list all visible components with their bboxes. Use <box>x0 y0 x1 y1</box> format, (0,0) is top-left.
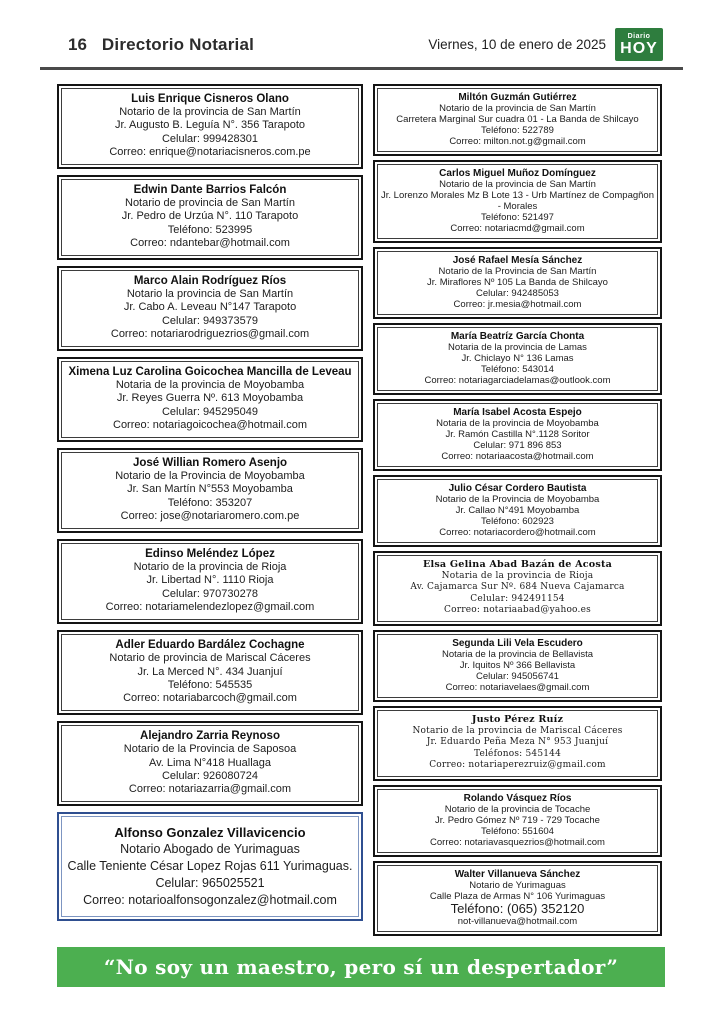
notary-line: Correo: notarioalfonsogonzalez@hotmail.com <box>83 893 337 908</box>
notary-card <box>373 160 662 243</box>
notary-line: Correo: jose@notariaromero.com.pe <box>120 509 300 522</box>
notary-line: Celular: 999428301 <box>161 132 259 145</box>
notary-name: Walter Villanueva Sánchez <box>454 868 581 880</box>
notary-name: José Rafael Mesía Sánchez <box>452 255 583 266</box>
page-header <box>57 28 665 61</box>
notary-card <box>373 551 662 626</box>
notary-line: Correo: notariaacosta@hotmail.com <box>441 451 594 462</box>
notary-line: Teléfono: (065) 352120 <box>450 900 585 916</box>
notary-line: Correo: notariazarria@gmail.com <box>128 782 292 795</box>
notary-name: María Isabel Acosta Espejo <box>453 407 582 418</box>
notary-line: Teléfono: 522789 <box>481 125 554 136</box>
notary-name: Elsa Gelina Abad Bazán de Acosta <box>422 559 613 570</box>
notary-card-inner <box>377 479 658 543</box>
notary-line: Correo: notariabarcoch@gmail.com <box>123 691 297 704</box>
notary-card <box>373 399 662 471</box>
notary-line: Jr. San Martín N°553 Moyobamba <box>127 483 293 496</box>
notary-line: Celular: 945295049 <box>161 405 259 418</box>
notary-line: Notaria de la provincia de Bellavista <box>441 648 594 660</box>
notary-card-inner <box>61 634 359 711</box>
notary-line: Notario de la provincia de San Martín <box>439 103 596 114</box>
notary-line: Jr. Ramón Castilla N°.1128 Soritor <box>445 429 590 440</box>
notary-line: Jr. Libertad N°. 1110 Rioja <box>146 574 274 587</box>
notary-name: Alfonso Gonzalez Villavicencio <box>114 825 306 841</box>
notary-line: Notario de la provincia de Rioja <box>133 561 287 574</box>
notary-line: Av. Lima N°418 Huallaga <box>148 756 271 769</box>
notary-name: Edwin Dante Barrios Falcón <box>133 184 287 197</box>
directory-columns <box>57 84 665 940</box>
notary-card-inner <box>61 452 359 529</box>
notary-name: Justo Pérez Ruíz <box>471 713 564 725</box>
notary-line: Celular: 942485053 <box>476 288 559 299</box>
notary-line: Teléfonos: 545144 <box>473 748 562 759</box>
notary-line: Jr. Iquitos Nº 366 Bellavista <box>459 659 576 671</box>
notary-line: Jr. Eduardo Peña Meza N° 953 Juanjuí <box>426 737 609 748</box>
notary-line: Calle Teniente César Lopez Rojas 611 Yurimaguas. <box>67 859 353 874</box>
notary-name: Julio César Cordero Bautista <box>448 483 587 494</box>
notary-card-inner <box>377 634 658 698</box>
notary-card <box>57 721 363 806</box>
page-title: Directorio Notarial <box>101 34 255 54</box>
notary-card <box>57 539 363 624</box>
directory-column-right <box>373 84 662 940</box>
notary-line: Correo: jr.mesia@hotmail.com <box>453 299 582 310</box>
notary-line: Jr. Pedro de Urzúa N°. 110 Tarapoto <box>121 210 299 223</box>
header-date: Viernes, 10 de enero de 2025 <box>428 37 606 52</box>
notary-card <box>373 323 662 395</box>
notary-line: Jr. Cabo A. Leveau N°147 Tarapoto <box>123 301 297 314</box>
notary-line: Celular: 970730278 <box>161 587 259 600</box>
notary-line: Notario de la provincia de San Martín <box>119 106 301 119</box>
notary-card <box>57 357 363 442</box>
notary-line: Jr. Callao N°491 Moyobamba <box>455 505 580 516</box>
notary-card <box>373 247 662 319</box>
notary-line: Notario de provincia de San Martín <box>125 197 295 210</box>
notary-line: Jr. Miraflores Nº 105 La Banda de Shilcayo <box>427 277 608 288</box>
notary-card <box>373 785 662 857</box>
notary-line: Notario de la provincia de Tocache <box>444 803 591 815</box>
notary-name: Carlos Miguel Muñoz Domínguez <box>439 168 596 179</box>
notary-line: Teléfono: 545535 <box>167 678 253 691</box>
notary-line: Notaria de la provincia de Moyobamba <box>436 418 599 429</box>
notary-line: Notario de la provincia de Mariscal Cáceres <box>412 725 623 736</box>
notary-card-inner <box>377 555 658 622</box>
notary-line: Teléfono: 353207 <box>167 496 253 509</box>
notary-line: Celular: 945056741 <box>476 670 559 682</box>
notary-line: Correo: notariavelaes@gmail.com <box>445 681 590 693</box>
notary-line: Notario de la Provincia de Saposoa <box>123 743 297 756</box>
notary-line: Jr. Augusto B. Leguía N°. 356 Tarapoto <box>114 119 306 132</box>
notary-name: Marco Alain Rodríguez Ríos <box>133 275 287 288</box>
notary-line: Notario la provincia de San Martín <box>126 288 294 301</box>
notary-line: Jr. Reyes Guerra Nº. 613 Moyobamba <box>116 392 304 405</box>
notary-line: Teléfono: 521497 <box>481 212 554 223</box>
notary-line: Notario de Yurimaguas <box>469 879 566 891</box>
notary-name: Luis Enrique Cisneros Olano <box>131 93 289 105</box>
notary-card <box>57 630 363 715</box>
notary-name: Edinso Meléndez López <box>145 548 275 561</box>
notary-name: Miltón Guzmán Gutiérrez <box>458 92 577 103</box>
notary-name: Alejandro Zarria Reynoso <box>140 730 280 743</box>
logo-top-text: Diario <box>627 32 651 40</box>
notary-card-inner <box>61 88 359 165</box>
notary-line: Calle Plaza de Armas N° 106 Yurimaguas <box>429 890 606 902</box>
notary-card <box>57 175 363 260</box>
notary-line: Correo: notariarodriguezrios@gmail.com <box>110 327 310 340</box>
notary-card-inner <box>377 88 658 152</box>
notary-card-inner <box>61 270 359 347</box>
notary-line: Teléfono: 543014 <box>481 364 554 375</box>
notary-card <box>373 630 662 702</box>
notary-line: Celular: 965025521 <box>155 876 265 891</box>
notary-line: Correo: ndantebar@hotmail.com <box>130 236 290 249</box>
page-number: 16 <box>68 34 87 54</box>
notary-name: Ximena Luz Carolina Goicochea Mancilla de Leveau <box>68 366 352 379</box>
notary-line: Jr. La Merced N°. 434 Juanjuí <box>137 665 283 678</box>
notary-line: Celular: 926080724 <box>161 769 259 782</box>
notary-line: Correo: enrique@notariacisneros.com.pe <box>109 145 311 158</box>
notary-line: Celular: 971 896 853 <box>473 440 562 451</box>
logo-bottom-text: HOY <box>620 39 658 57</box>
notary-line: Jr. Chiclayo N° 136 Lamas <box>461 353 574 364</box>
notary-line: not-villanueva@hotmail.com <box>457 915 578 927</box>
notary-card <box>373 706 662 781</box>
notary-line: Notaria de la provincia de Rioja <box>441 570 594 581</box>
notary-line: Notario de la provincia de San Martín <box>439 179 596 190</box>
notary-card-inner <box>377 251 658 315</box>
footer-quote-bar <box>57 947 665 987</box>
notary-line: Celular: 949373579 <box>161 314 259 327</box>
notary-line: Carretera Marginal Sur cuadra 01 - La Banda de Shilcayo <box>396 114 639 125</box>
footer-quote-text: “No soy un maestro, pero sí un despertador” <box>103 954 619 979</box>
notary-card <box>373 861 662 936</box>
notary-line: Av. Cajamarca Sur Nº. 684 Nueva Cajamarca <box>410 582 625 593</box>
notary-line: Correo: notariaabad@yahoo.es <box>444 605 591 616</box>
notary-name: José Willian Romero Asenjo <box>132 457 288 470</box>
notary-card <box>373 475 662 547</box>
notary-name: Rolando Vásquez Ríos <box>463 792 572 804</box>
notary-name: Adler Eduardo Bardález Cochagne <box>115 639 305 652</box>
notary-line: Teléfono: 523995 <box>167 223 253 236</box>
notary-card-inner <box>377 865 658 932</box>
notary-card <box>57 812 363 921</box>
notary-card-inner <box>61 543 359 620</box>
notary-line: Teléfono: 551604 <box>481 825 554 837</box>
diario-hoy-logo <box>615 28 663 61</box>
notary-line: Correo: notariagarciadelamas@outlook.com <box>424 375 611 386</box>
notary-card-inner <box>377 789 658 853</box>
notary-name: Segunda Lili Vela Escudero <box>452 637 583 649</box>
notary-line: Notaria de la provincia de Lamas <box>448 342 587 353</box>
notary-line: Correo: notariavasquezrios@hotmail.com <box>430 836 605 848</box>
notary-line: Celular: 942491154 <box>470 593 565 604</box>
notary-card-inner <box>377 327 658 391</box>
notary-card-inner <box>377 403 658 467</box>
notary-card-inner <box>61 361 359 438</box>
directory-column-left <box>57 84 363 921</box>
notary-line: Teléfono: 602923 <box>481 516 554 527</box>
notary-card-inner <box>377 164 658 239</box>
notary-line: Notario de la Provincia de Moyobamba <box>115 470 305 483</box>
notary-line: Correo: notariacordero@hotmail.com <box>439 527 596 538</box>
notary-card-inner <box>377 710 658 777</box>
notary-line: Notario de la Provincia de Moyobamba <box>435 494 600 505</box>
notary-line: Correo: notariacmd@gmail.com <box>450 223 585 234</box>
notary-line: Notaria de la provincia de Moyobamba <box>115 379 305 392</box>
notary-line: Notario Abogado de Yurimaguas <box>120 842 300 857</box>
notary-card-inner <box>61 725 359 802</box>
notary-name: María Beatríz García Chonta <box>450 331 585 342</box>
notary-line: Correo: notariaperezruiz@gmail.com <box>429 760 606 771</box>
notary-line: Notario de provincia de Mariscal Cáceres <box>109 652 311 665</box>
notary-card <box>57 84 363 169</box>
notary-line: Jr. Pedro Gómez Nº 719 - 729 Tocache <box>435 814 600 826</box>
notary-card-inner <box>61 816 359 917</box>
notary-line: Notario de la Provincia de San Martín <box>438 266 597 277</box>
notary-card <box>373 84 662 156</box>
notary-line: Correo: milton.not.g@gmail.com <box>449 136 586 147</box>
header-divider <box>40 67 683 70</box>
notary-card-inner <box>61 179 359 256</box>
notary-line: Correo: notariamelendezlopez@gmail.com <box>105 600 315 613</box>
notary-card <box>57 448 363 533</box>
notary-card <box>57 266 363 351</box>
notary-line: Jr. Lorenzo Morales Mz B Lote 13 - Urb Martínez de Compagñon - Morales <box>381 190 654 212</box>
notary-line: Correo: notariagoicochea@hotmail.com <box>113 418 307 431</box>
